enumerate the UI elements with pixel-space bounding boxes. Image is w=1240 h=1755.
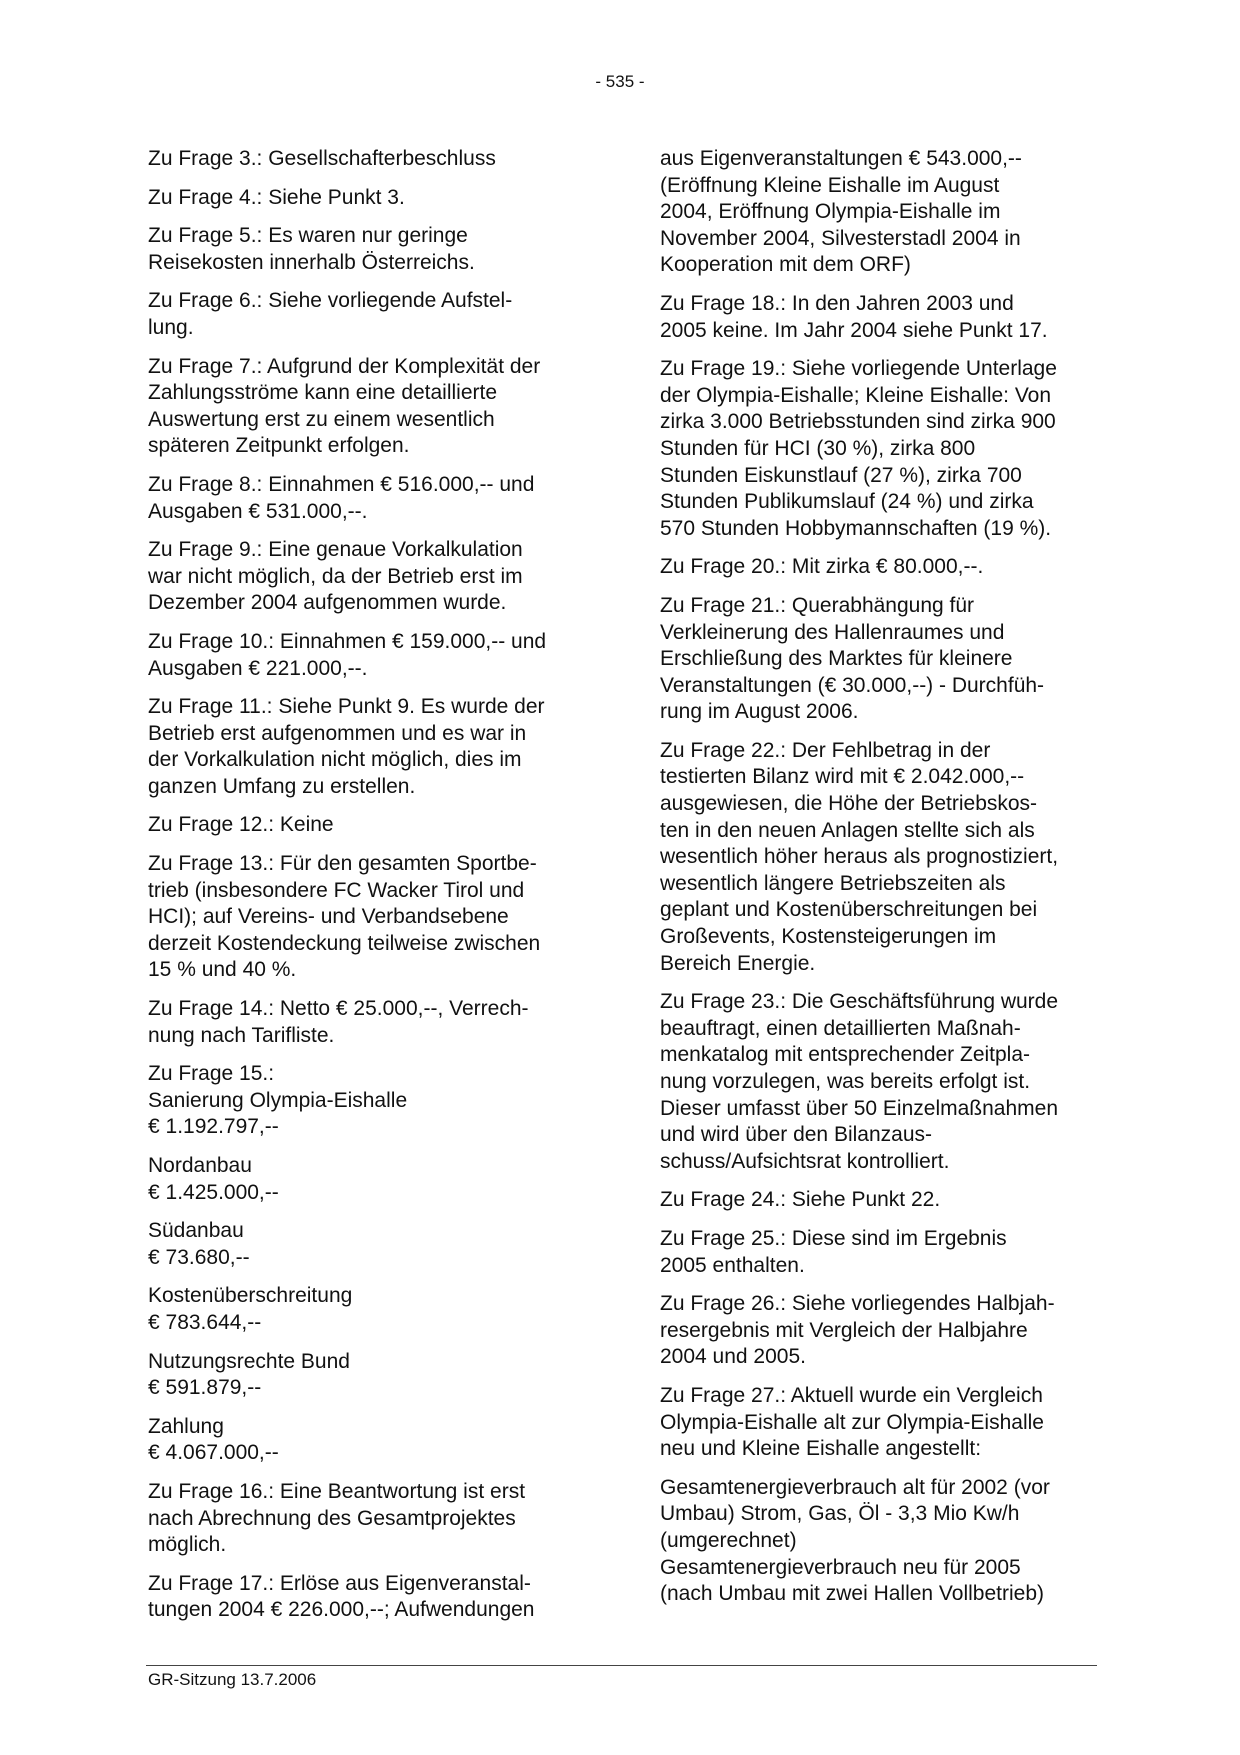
page-number: - 535 - bbox=[595, 72, 645, 91]
paragraph: Zu Frage 5.: Es waren nur geringe Reisekosten innerhalb Österreichs. bbox=[148, 224, 475, 274]
paragraph: Zu Frage 27.: Aktuell wurde ein Vergleich Olympia-Eishalle alt zur Olympia-Eishalle neu und Kleine Eishalle angestellt: bbox=[660, 1383, 1044, 1461]
right-column bbox=[660, 146, 1100, 1620]
paragraph: Zu Frage 24.: Siehe Punkt 22. bbox=[660, 1188, 941, 1212]
paragraph: Zu Frage 17.: Erlöse aus Eigenveranstal- tungen 2004 € 226.000,--; Aufwendungen bbox=[148, 1571, 535, 1622]
paragraph: aus Eigenveranstaltungen € 543.000,-- (Eröffnung Kleine Eishalle im August 2004, Eröffnung Olympia-Eishalle im November 2004, Silvesterstadl 2004 in Kooperation mit dem ORF) bbox=[660, 147, 1022, 277]
footer-divider bbox=[146, 1665, 1097, 1666]
paragraph: Zu Frage 7.: Aufgrund der Komplexität der Zahlungsströme kann eine detaillierte Auswertung erst zu einem wesentlich späteren Zeitpunkt erfolgen. bbox=[148, 354, 541, 458]
paragraph: Zu Frage 14.: Netto € 25.000,--, Verrech- nung nach Tarifliste. bbox=[148, 997, 529, 1047]
paragraph: Zu Frage 10.: Einnahmen € 159.000,-- und Ausgaben € 221.000,--. bbox=[148, 629, 547, 680]
paragraph: Gesamtenergieverbrauch alt für 2002 (vor Umbau) Strom, Gas, Öl - 3,3 Mio Kw/h (umgerechnet) Gesamtenergieverbrauch neu für 2005 (nach Umbau mit zwei Hallen Vollbetrieb) bbox=[660, 1475, 1050, 1606]
paragraph: Südanbau € 73.680,-- bbox=[148, 1219, 250, 1269]
paragraph: Zahlung € 4.067.000,-- bbox=[148, 1414, 279, 1465]
paragraph: Nutzungsrechte Bund € 591.879,-- bbox=[148, 1349, 350, 1400]
paragraph: Zu Frage 3.: Gesellschafterbeschluss bbox=[148, 147, 496, 170]
left-column bbox=[148, 146, 588, 1636]
paragraph: Zu Frage 15.: Sanierung Olympia-Eishalle € 1.192.797,-- bbox=[148, 1062, 408, 1139]
paragraph: Zu Frage 25.: Diese sind im Ergebnis 2005 enthalten. bbox=[660, 1226, 1007, 1277]
paragraph: Zu Frage 9.: Eine genaue Vorkalkulation war nicht möglich, da der Betrieb erst im Dezember 2004 aufgenommen wurde. bbox=[148, 538, 523, 615]
paragraph: Zu Frage 8.: Einnahmen € 516.000,-- und Ausgaben € 531.000,--. bbox=[148, 472, 535, 523]
paragraph: Zu Frage 26.: Siehe vorliegendes Halbjah- resergebnis mit Vergleich der Halbjahre 2004 und 2005. bbox=[660, 1292, 1055, 1369]
paragraph: Zu Frage 13.: Für den gesamten Sportbe- trieb (insbesondere FC Wacker Tirol und HCI); auf Vereins- und Verbandsebene derzeit Kostendeckung teilweise zwischen 15 % und 40 %. bbox=[148, 852, 541, 982]
paragraph: Kostenüberschreitung € 783.644,-- bbox=[148, 1284, 353, 1334]
paragraph: Zu Frage 11.: Siehe Punkt 9. Es wurde der Betrieb erst aufgenommen und es war in der Vorkalkulation nicht möglich, dies im ganzen Umfang zu erstellen. bbox=[148, 695, 545, 798]
paragraph: Nordanbau € 1.425.000,-- bbox=[148, 1154, 279, 1204]
paragraph: Zu Frage 21.: Querabhängung für Verkleinerung des Hallenraumes und Erschließung des Marktes für kleinere Veranstaltungen (€ 30.000,--) - Durchfüh- rung im August 2006. bbox=[660, 593, 1045, 724]
footer-text: GR-Sitzung 13.7.2006 bbox=[148, 1670, 317, 1689]
paragraph: Zu Frage 23.: Die Geschäftsführung wurde beauftragt, einen detaillierten Maßnah- menkatalog mit entsprechender Zeitpla- nung vorzulegen, was bereits erfolgt ist. Dieser umfasst über 50 Einzelmaßnahmen und wird über den Bilanzaus- schuss/Aufsichtsrat kontrolliert. bbox=[660, 990, 1059, 1173]
paragraph: Zu Frage 19.: Siehe vorliegende Unterlage der Olympia-Eishalle; Kleine Eishalle: Von zirka 3.000 Betriebsstunden sind zirka 900 Stunden für HCI (30 %), zirka 800 Stunden Eiskunstlauf (27 %), zirka 700 Stunden Publikumslauf (24 %) und zirka 570 Stunden Hobbymannschaften (19 %). bbox=[660, 357, 1057, 540]
paragraph: Zu Frage 16.: Eine Beantwortung ist erst nach Abrechnung des Gesamtprojektes möglich. bbox=[148, 1479, 526, 1557]
paragraph: Zu Frage 12.: Keine bbox=[148, 813, 334, 837]
paragraph: Zu Frage 18.: In den Jahren 2003 und 2005 keine. Im Jahr 2004 siehe Punkt 17. bbox=[660, 291, 1048, 342]
paragraph: Zu Frage 20.: Mit zirka € 80.000,--. bbox=[660, 555, 984, 579]
paragraph: Zu Frage 6.: Siehe vorliegende Aufstel- lung. bbox=[148, 289, 513, 339]
paragraph: Zu Frage 4.: Siehe Punkt 3. bbox=[148, 185, 405, 209]
paragraph: Zu Frage 22.: Der Fehlbetrag in der testierten Bilanz wird mit € 2.042.000,-- ausgewiesen, die Höhe der Betriebskos- ten in den neuen Anlagen stellte sich als wesentlich höher heraus als prognostiziert, wesentlich längere Betriebszeiten als geplant und Kostenüberschreitungen bei Großevents, Kostensteigerungen im Bereich Energie. bbox=[660, 738, 1059, 975]
